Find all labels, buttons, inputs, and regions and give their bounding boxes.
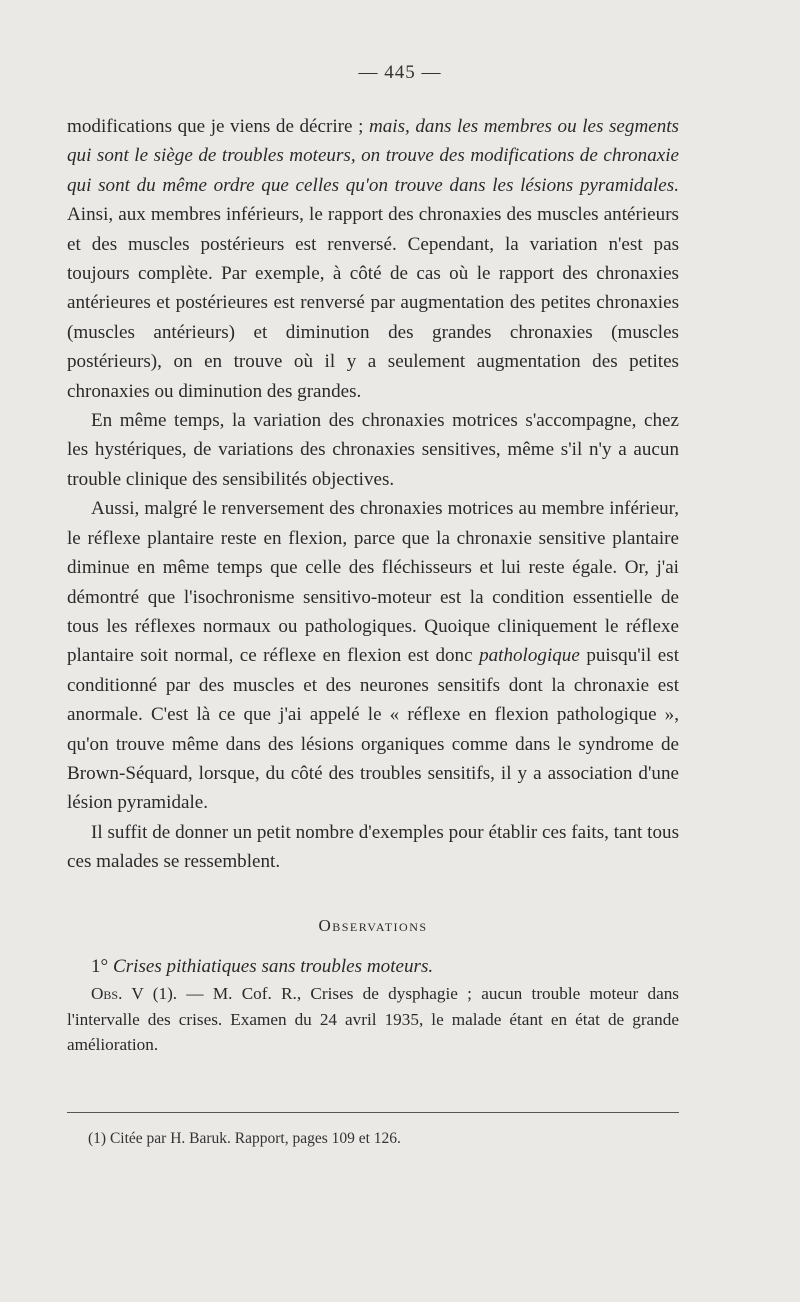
- paragraph-4: Il suffit de donner un petit nombre d'exemples pour établir ces faits, tant tous ces malades se ressemblent.: [67, 821, 679, 873]
- paragraph-3-intro: Aussi, malgré le renversement des chronaxies motrices au membre inférieur, le réflexe plantaire reste en flexion, parce que la chronaxie sensitive plantaire diminue en même temps que celle des fléchisseurs et lui reste égale. Or, j'ai démontré que l'isochronisme sensitivo-moteur est la condition essentielle de tous les réflexes normaux ou pathologiques. Quoique cliniquement le réflexe plantaire soit normal, ce réflexe en flexion est donc: [67, 498, 679, 667]
- subheading-title: Crises pithiatiques sans troubles moteurs.: [112, 955, 434, 977]
- main-text: [67, 112, 679, 1058]
- footnote: (1) Citée par H. Baruk. Rapport, pages 109 et 126.: [88, 1130, 401, 1147]
- subheading: [67, 952, 679, 981]
- section-heading: Observations: [318, 915, 428, 935]
- paragraph-1-intro: modifications que je viens de décrire ;: [67, 116, 369, 137]
- paragraph-2: En même temps, la variation des chronaxies motrices s'accompagne, chez les hystériques, de variations des chronaxies sensitives, même s'il n'y a aucun trouble clinique des sensibilités objectives.: [67, 410, 679, 490]
- paragraph-1: [67, 112, 679, 406]
- subheading-number: 1°: [91, 955, 109, 977]
- footnote-divider: [67, 1112, 679, 1113]
- paragraph-1-rest: Ainsi, aux membres inférieurs, le rapport des chronaxies des muscles antérieurs et des muscles postérieurs est renversé. Cependant, la variation n'est pas toujours complète. Par exemple, à côté de cas où le rapport des chronaxies antérieures et postérieures est renversé par augmentation des petites chronaxies (muscles antérieurs) et diminution des grandes chronaxies (muscles postérieurs), on en trouve où il y a seulement augmentation des petites chronaxies ou diminution des grandes.: [67, 204, 679, 402]
- paragraph-1-italic: mais, dans les membres ou les segments qui sont le siège de troubles moteurs, on trouve des modifications de chronaxie qui sont du même ordre que celles qu'on trouve dans les lésions pyramidales.: [67, 116, 679, 196]
- paragraph-3-rest: puisqu'il est conditionné par des muscles et des neurones sensitifs dont la chronaxie est anormale. C'est là ce que j'ai appelé le « réflexe en flexion pathologique », qu'on trouve même dans des lésions organiques comme dans le syndrome de Brown-Séquard, lorsque, du côté des troubles sensitifs, il y a association d'une lésion pyramidale.: [67, 645, 679, 814]
- paragraph-3-italic: pathologique: [479, 645, 580, 667]
- observation-label: Obs.: [91, 984, 123, 1004]
- observation-text: V (1). — M. Cof. R., Crises de dysphagie ; aucun trouble moteur dans l'intervalle des crises. Examen du 24 avril 1935, le malade étant en état de grande amélioration.: [67, 984, 679, 1055]
- observation-paragraph: [67, 981, 679, 1058]
- paragraph-3: [67, 494, 679, 817]
- page-number: — 445 —: [358, 62, 442, 83]
